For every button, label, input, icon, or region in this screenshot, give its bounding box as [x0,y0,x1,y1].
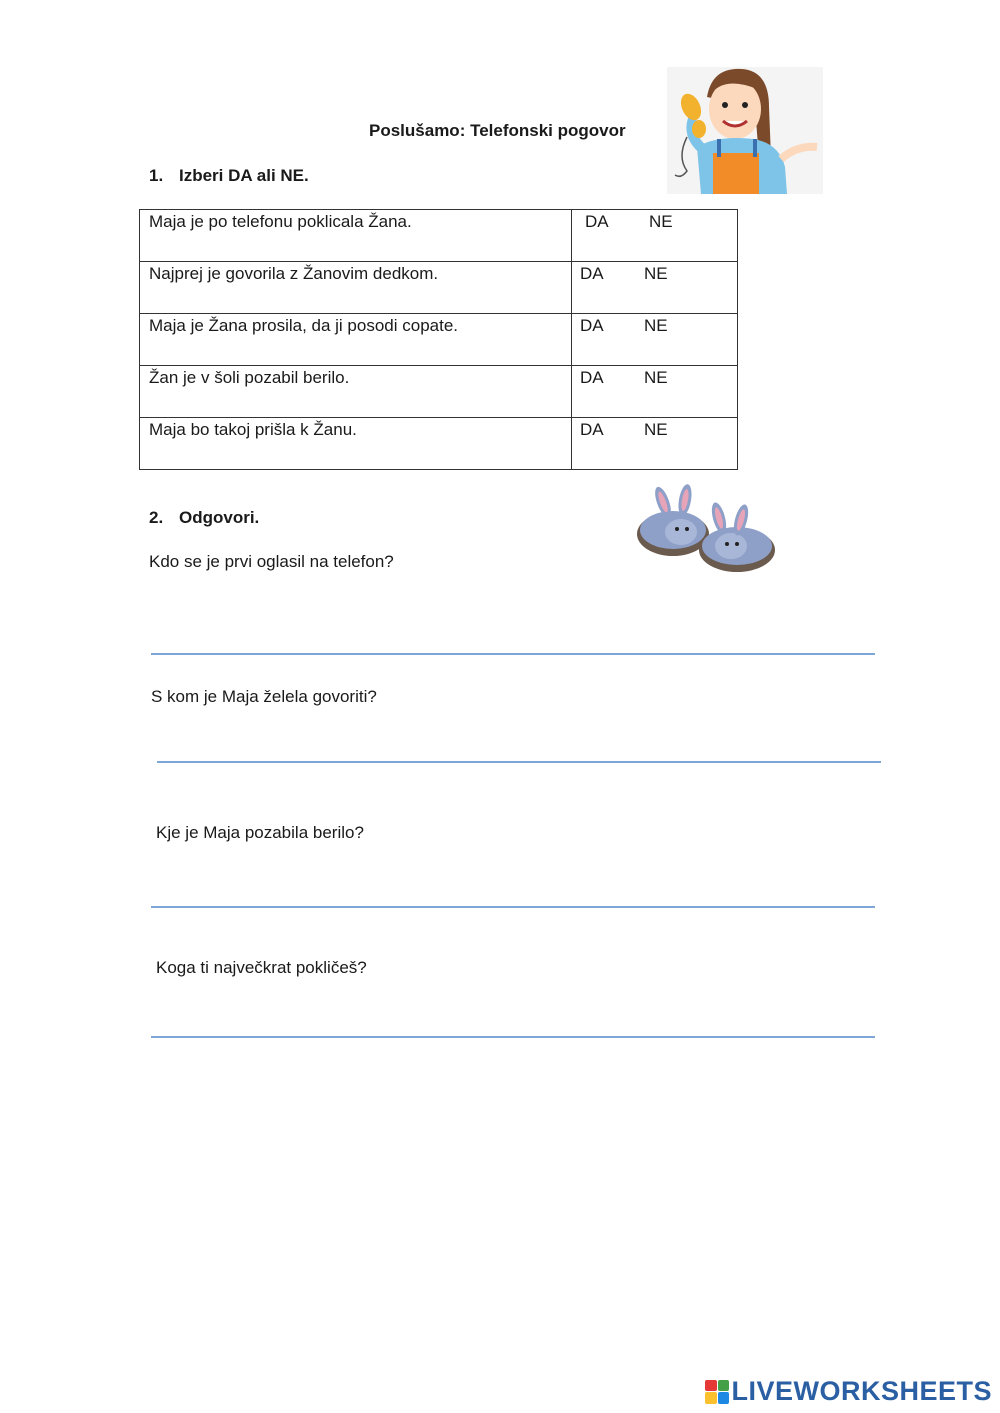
statement-cell: Maja bo takoj prišla k Žanu. [140,418,572,470]
table-row [140,210,738,262]
page-title: Poslušamo: Telefonski pogovor [369,121,626,140]
statement-cell: Maja je Žana prosila, da ji posodi copate. [140,314,572,366]
no-option[interactable]: NE [649,212,673,231]
no-option[interactable]: NE [644,368,668,387]
brand-name: LIVEWORKSHEETS [731,1376,992,1406]
answer-line-1[interactable] [151,653,875,655]
section-2-number: 2. [149,508,164,527]
question-4: Koga ti največkrat pokličeš? [156,958,367,977]
section-1-label: Izberi DA ali NE. [179,166,309,185]
brand-footer [705,1376,992,1407]
statement-cell: Maja je po telefonu poklicala Žana. [140,210,572,262]
section-1-number: 1. [149,166,164,185]
section-2-label: Odgovori. [179,508,260,527]
question-3: Kje je Maja pozabila berilo? [156,823,364,842]
no-option[interactable]: NE [644,420,668,439]
section-1-heading [149,166,309,186]
yes-option[interactable]: DA [580,368,604,387]
statement-cell: Žan je v šoli pozabil berilo. [140,366,572,418]
girl-on-phone-illustration [667,67,823,194]
question-1: Kdo se je prvi oglasil na telefon? [149,552,394,571]
yes-no-table [139,209,738,470]
statement-cell: Najprej je govorila z Žanovim dedkom. [140,262,572,314]
yes-option[interactable]: DA [580,316,604,335]
yes-option[interactable]: DA [585,212,609,231]
answer-line-2[interactable] [157,761,881,763]
no-option[interactable]: NE [644,316,668,335]
answer-line-4[interactable] [151,1036,875,1038]
table-row [140,262,738,314]
yes-option[interactable]: DA [580,420,604,439]
answer-line-3[interactable] [151,906,875,908]
table-row [140,418,738,470]
option-cell [572,418,738,470]
question-2: S kom je Maja želela govoriti? [151,687,377,706]
yes-option[interactable]: DA [580,264,604,283]
table-row [140,366,738,418]
section-2-heading [149,508,259,528]
liveworksheets-logo-icon [705,1380,729,1404]
table-row [140,314,738,366]
option-cell [572,314,738,366]
no-option[interactable]: NE [644,264,668,283]
bunny-slippers-illustration [633,484,779,576]
option-cell [572,210,738,262]
option-cell [572,262,738,314]
option-cell [572,366,738,418]
